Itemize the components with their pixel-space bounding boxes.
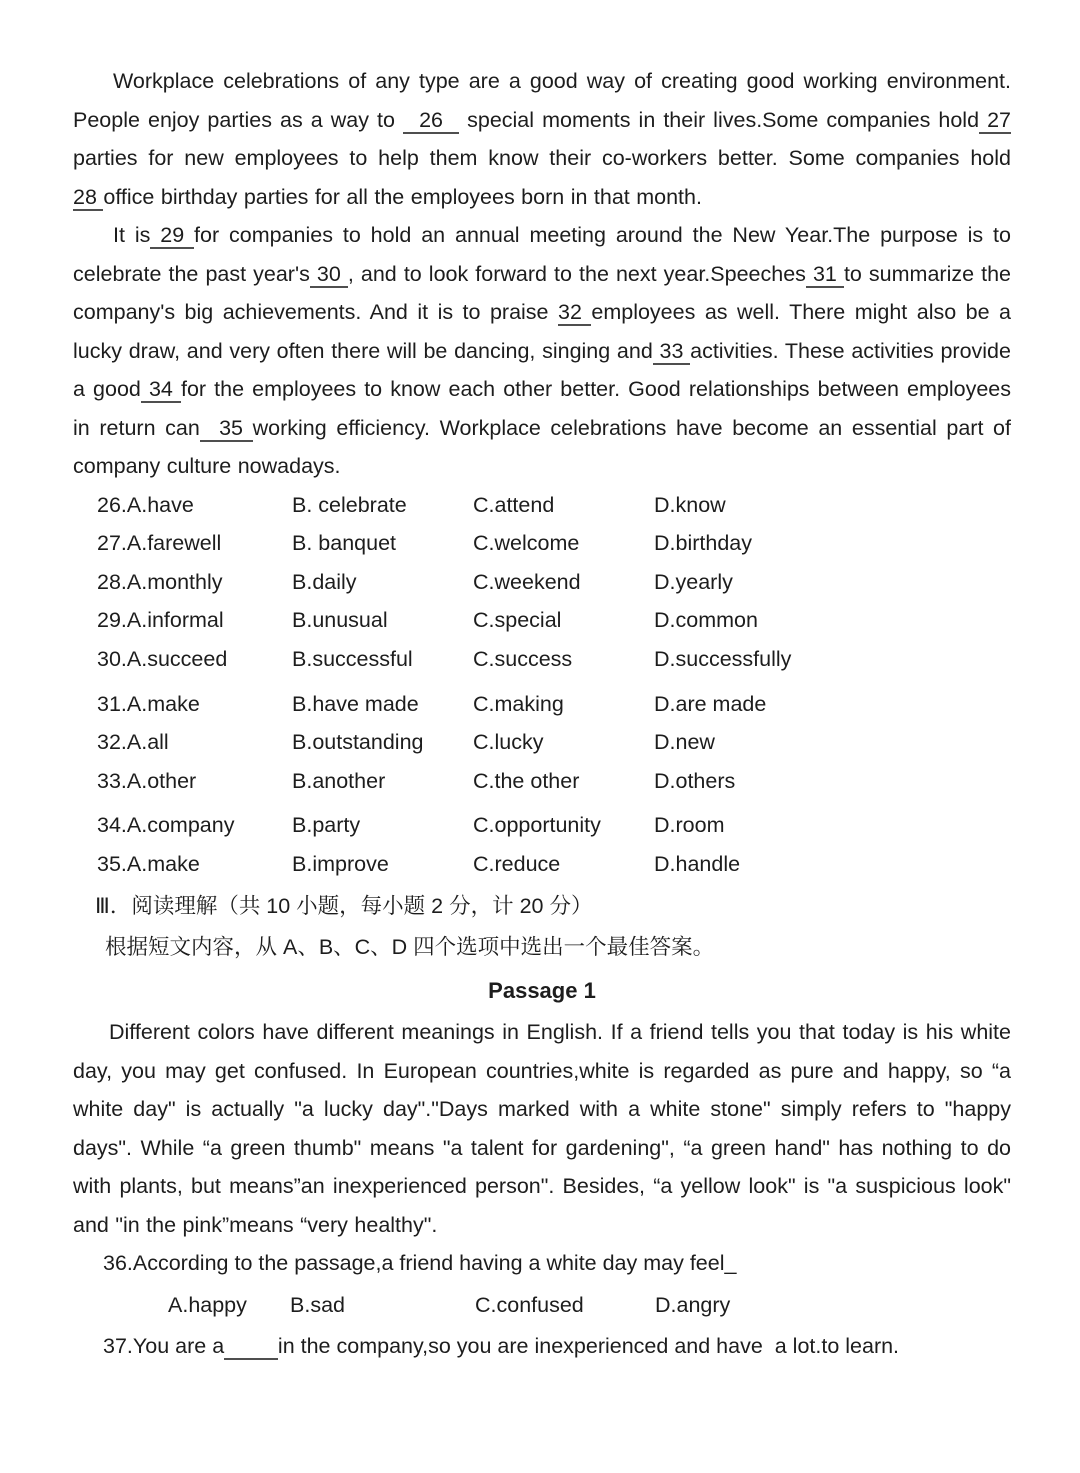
option-35-d: D.handle bbox=[654, 851, 741, 876]
reading-section-instruction: 根据短文内容，从 A、B、C、D 四个选项中选出一个最佳答案。 bbox=[105, 935, 715, 960]
option-32-a: 32.A.all bbox=[97, 730, 169, 755]
option-31-a: 31.A.make bbox=[97, 692, 200, 717]
cloze-paragraph-2 bbox=[73, 216, 1011, 486]
blank-underline: 27 bbox=[979, 107, 1011, 132]
text-segment: special moments in their lives.Some companies hold bbox=[459, 107, 980, 132]
cloze-option-row-35 bbox=[97, 845, 1011, 883]
option-30-d: D.successfully bbox=[654, 646, 792, 671]
option-27-b: B. banquet bbox=[292, 531, 397, 556]
option-33-d: D.others bbox=[654, 768, 736, 793]
option-32-b: B.outstanding bbox=[292, 730, 424, 755]
text-segment: employees as well. There might also be a lucky draw, and very often there will be dancing, singing and bbox=[73, 300, 1011, 363]
option-34-c: C.opportunity bbox=[473, 813, 601, 838]
option-32-d: D.new bbox=[654, 730, 715, 755]
cloze-paragraph-1 bbox=[73, 62, 1011, 216]
blank-underline: 26 bbox=[403, 107, 460, 132]
text-segment: to summarize the company's big achievements. And it is to praise bbox=[73, 261, 1011, 325]
option-29-d: D.common bbox=[654, 608, 758, 633]
option-29-b: B.unusual bbox=[292, 608, 388, 633]
option-28-d: D.yearly bbox=[654, 569, 733, 594]
option-28-c: C.weekend bbox=[473, 569, 581, 594]
text-segment: working efficiency. Workplace celebrations have become an essential part of company culture nowadays. bbox=[73, 415, 1011, 479]
option-26-a: 26.A.have bbox=[97, 493, 194, 518]
option-31-d: D.are made bbox=[654, 692, 767, 717]
option-29-c: C.special bbox=[473, 608, 562, 633]
option-30-c: C.success bbox=[473, 646, 573, 671]
q36-option-c: C.confused bbox=[475, 1292, 584, 1317]
option-30-b: B.successful bbox=[292, 646, 413, 671]
option-28-b: B.daily bbox=[292, 569, 357, 594]
option-33-b: B.another bbox=[292, 768, 386, 793]
cloze-option-row-31 bbox=[97, 685, 1011, 723]
blank-underline bbox=[224, 1334, 278, 1360]
option-31-b: B.have made bbox=[292, 692, 419, 717]
cloze-option-row-27 bbox=[97, 524, 1011, 562]
option-34-d: D.room bbox=[654, 813, 725, 838]
q36-option-b: B.sad bbox=[290, 1292, 345, 1317]
option-32-c: C.lucky bbox=[473, 730, 544, 755]
option-35-a: 35.A.make bbox=[97, 851, 200, 876]
option-33-a: 33.A.other bbox=[97, 768, 197, 793]
question-36-text: 36.According to the passage,a friend having a white day may feel_ bbox=[103, 1251, 737, 1276]
blank-underline: 31 bbox=[805, 261, 844, 286]
blank-underline: 34 bbox=[140, 377, 181, 402]
blank-underline: 32 bbox=[557, 300, 592, 325]
option-26-c: C.attend bbox=[473, 493, 555, 518]
option-34-b: B.party bbox=[292, 813, 361, 838]
question-36-options bbox=[168, 1283, 1011, 1327]
blank-underline: 35 bbox=[199, 415, 253, 440]
option-35-b: B.improve bbox=[292, 851, 389, 876]
reading-section-heading: Ⅲ．阅读理解（共 10 小题，每小题 2 分，计 20 分） bbox=[95, 894, 593, 919]
passage-title: Passage 1 bbox=[488, 978, 596, 1004]
option-29-a: 29.A.informal bbox=[97, 608, 224, 633]
text-segment: for companies to hold an annual meeting around the New Year.The purpose is to celebrate the past year's bbox=[73, 223, 1011, 286]
text-segment: 37.You are a bbox=[103, 1333, 225, 1358]
q36-option-d: D.angry bbox=[655, 1292, 731, 1317]
text-segment: for the employees to know each other better. Good relationships between employees in return can bbox=[73, 377, 1011, 440]
cloze-option-row-26 bbox=[97, 486, 1011, 524]
option-33-c: C.the other bbox=[473, 768, 580, 793]
blank-underline: 29 bbox=[150, 223, 195, 248]
option-27-d: D.birthday bbox=[654, 531, 752, 556]
cloze-option-row-33 bbox=[97, 762, 1011, 800]
option-27-a: 27.A.farewell bbox=[97, 531, 222, 556]
cloze-option-row-28 bbox=[97, 563, 1011, 601]
cloze-option-row-30 bbox=[97, 640, 1011, 678]
cloze-options-block bbox=[97, 486, 1011, 883]
blank-underline: 28 bbox=[73, 184, 104, 209]
text-segment: office birthday parties for all the employees born in that month. bbox=[103, 184, 702, 209]
cloze-option-row-29 bbox=[97, 601, 1011, 639]
option-26-d: D.know bbox=[654, 493, 726, 518]
option-27-c: C.welcome bbox=[473, 531, 580, 556]
question-37-text bbox=[103, 1327, 1011, 1366]
option-31-c: C.making bbox=[473, 692, 564, 717]
text-segment: in the company,so you are inexperienced and have a lot.to learn. bbox=[277, 1333, 900, 1358]
text-segment: It is bbox=[113, 223, 151, 248]
text-segment: parties for new employees to help them know their co-workers better. Some companies hold bbox=[73, 146, 1011, 171]
blank-underline: 30 bbox=[309, 261, 348, 286]
q36-option-a: A.happy bbox=[168, 1292, 247, 1317]
text-segment: activities. These activities provide a good bbox=[73, 338, 1011, 402]
option-28-a: 28.A.monthly bbox=[97, 569, 223, 594]
blank-underline: 33 bbox=[652, 338, 691, 363]
cloze-option-row-32 bbox=[97, 723, 1011, 761]
option-30-a: 30.A.succeed bbox=[97, 646, 228, 671]
option-35-c: C.reduce bbox=[473, 851, 561, 876]
text-segment: , and to look forward to the next year.Speeches bbox=[347, 261, 806, 286]
reading-passage-text: Different colors have different meanings in English. If a friend tells you that today is his white day, you may get confused. In European countries,white is regarded as pure and happy, so “a white day" is actually "a lucky day"."Days marked with a white stone" simply refers to "happy days". While “a green thumb" means "a talent for gardening", “a green hand" has nothing to do with plants, but means”an inexperienced person". Besides, “a yellow look" is "a suspicious look" and "in the pink”means “very healthy". bbox=[73, 1020, 1011, 1237]
cloze-option-row-34 bbox=[97, 806, 1011, 844]
option-34-a: 34.A.company bbox=[97, 813, 235, 838]
option-26-b: B. celebrate bbox=[292, 493, 407, 518]
text-segment: Workplace celebrations of any type are a good way of creating good working environment. People enjoy parties as a way to bbox=[73, 69, 1011, 132]
